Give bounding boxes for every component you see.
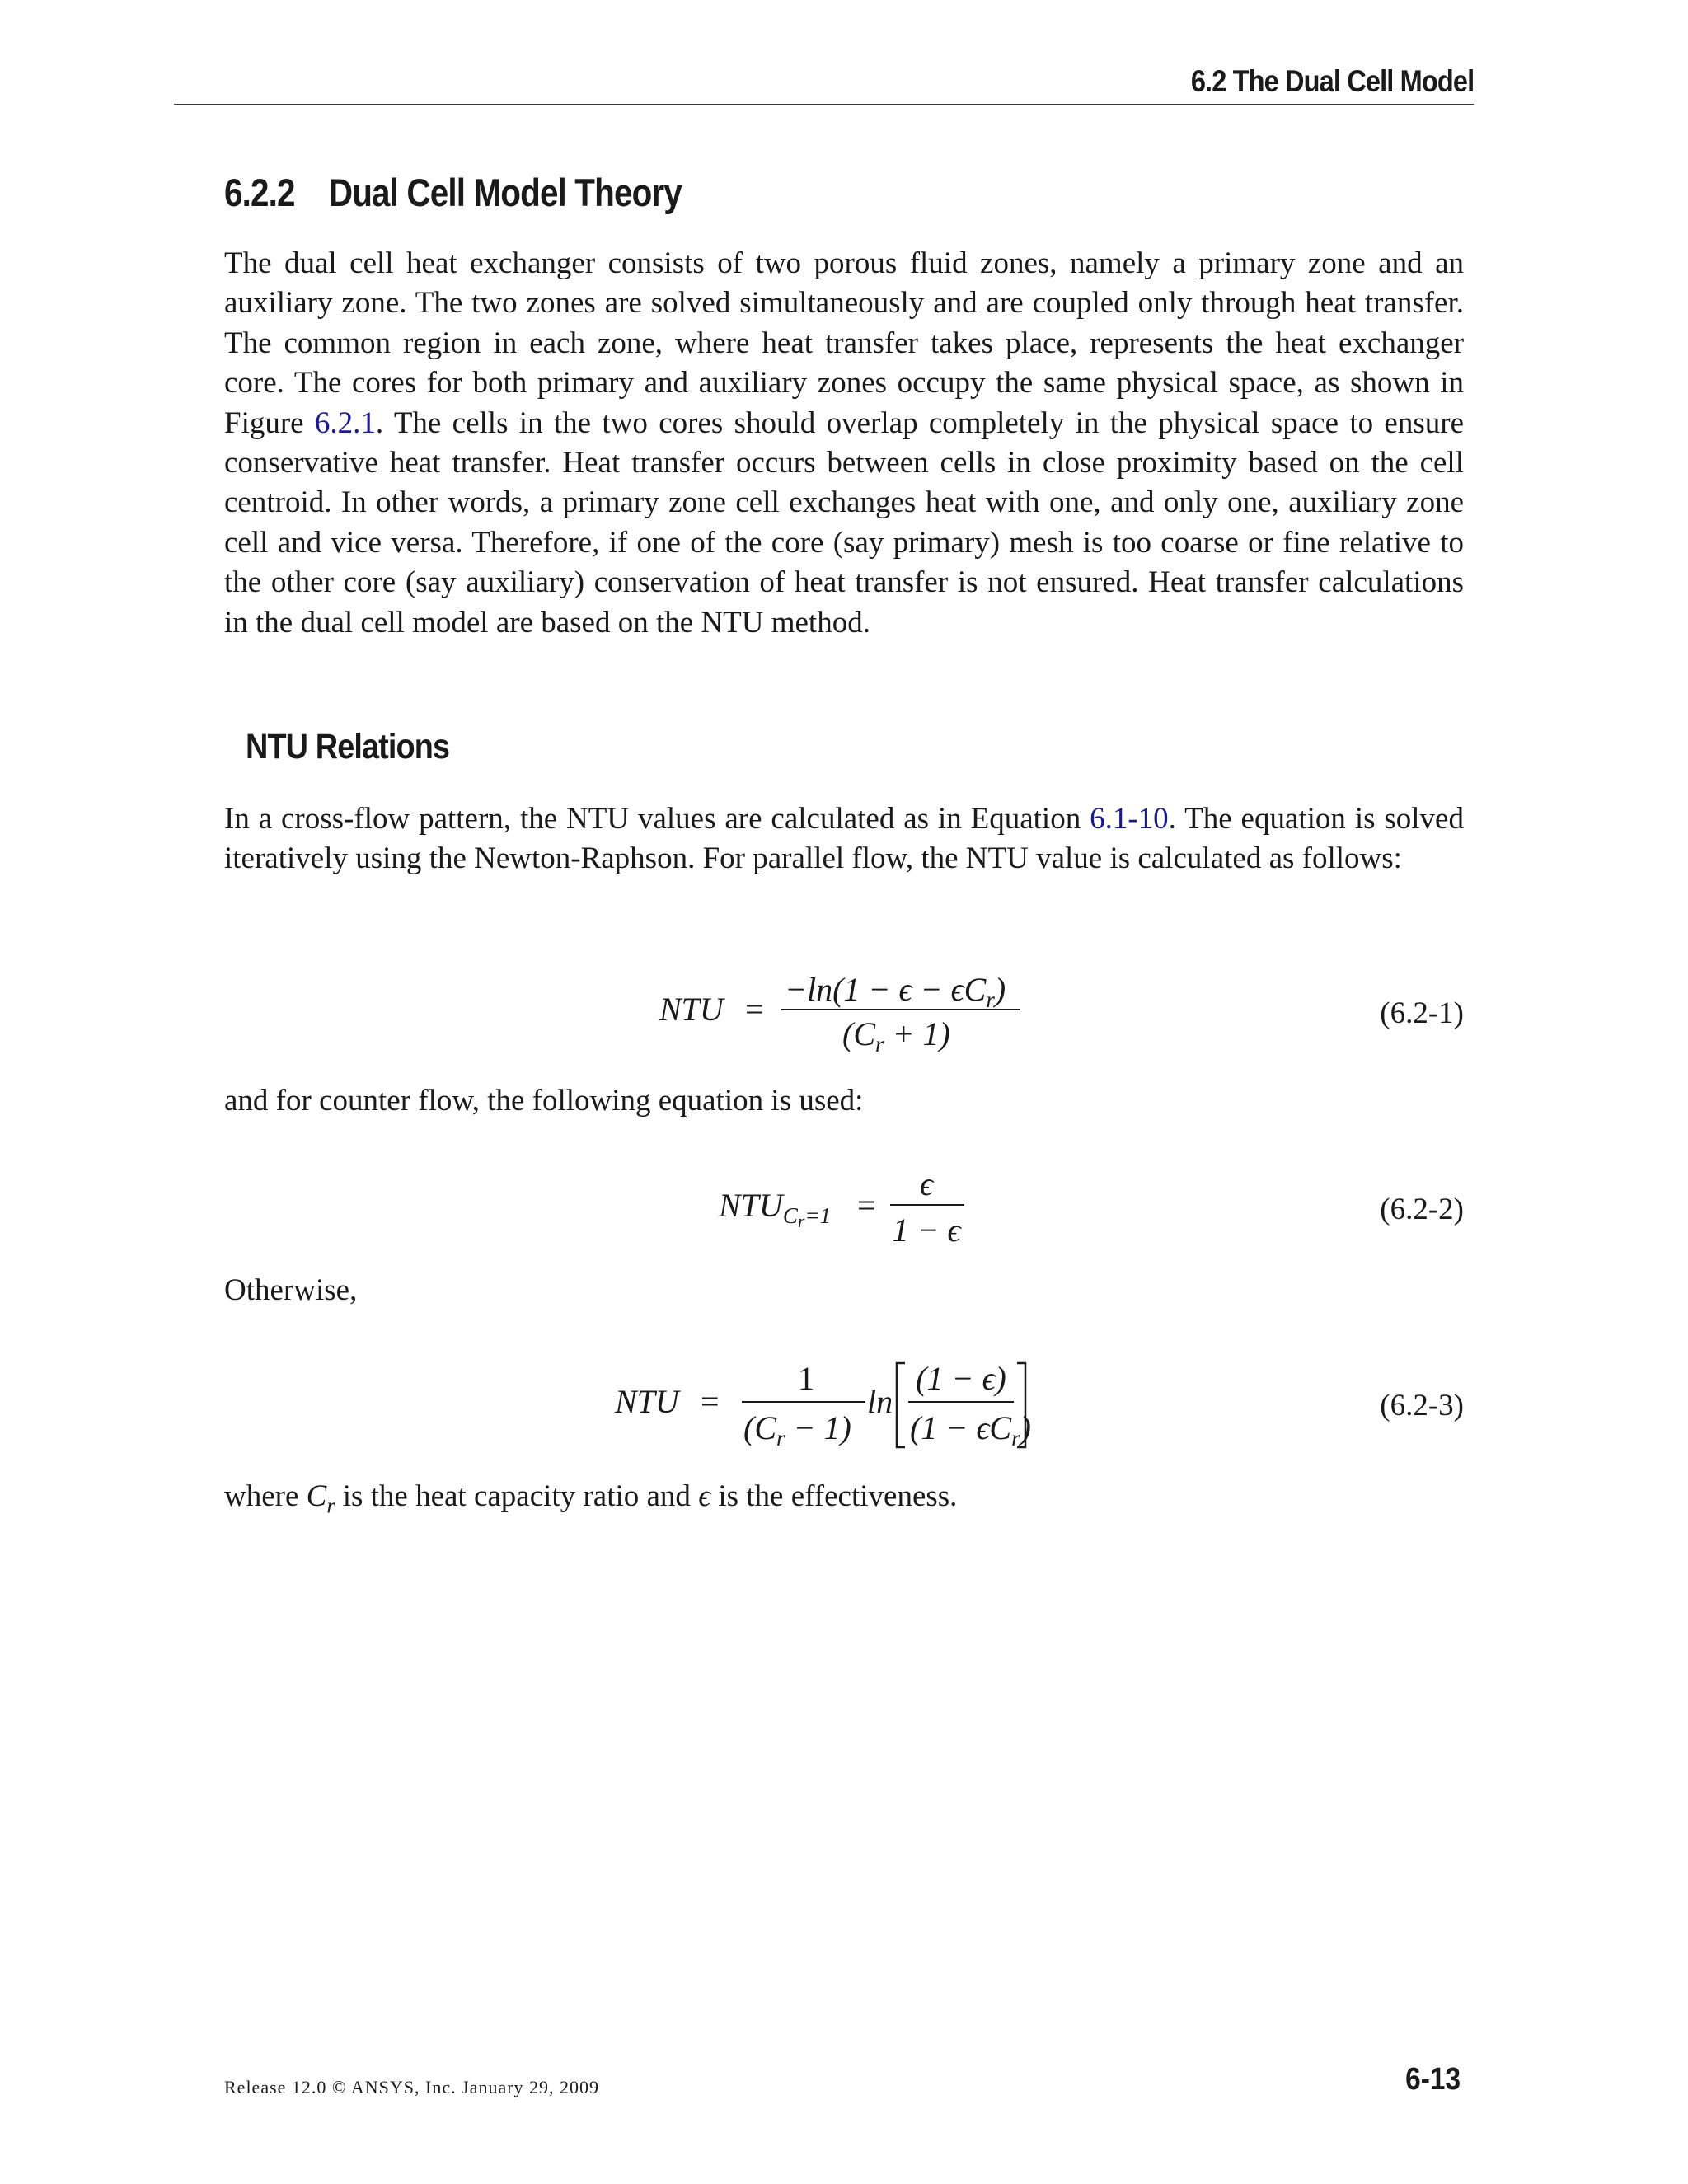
equation-6-2-1: [224, 963, 1464, 1062]
equation-6-2-3-formula: [224, 1352, 1464, 1459]
paragraph-definitions-text-a: where: [224, 1479, 307, 1513]
eq1-numerator: $-\ln(1 - \epsilon - \epsilon C_r)$: [785, 971, 1006, 1012]
eq1-number: (6.2-1): [1380, 996, 1464, 1030]
section-heading: [224, 170, 682, 215]
eq1-denominator: $(C_r + 1)$: [842, 1015, 950, 1057]
eq3-inner-numerator: (1 − ϵ): [916, 1360, 1006, 1397]
running-header-title: 6.2 The Dual Cell Model: [1190, 64, 1474, 98]
eq2-lhs: $NTU_Cr=1$: [719, 1187, 832, 1231]
eq3-numerator: 1: [798, 1360, 814, 1397]
running-header: [174, 59, 1474, 105]
paragraph-definitions-text-b: is the heat capacity ratio and: [335, 1479, 699, 1513]
paragraph-intro-text-b: . The cells in the two cores should overlap completely in the physical space to ensure conservative heat transfer. Heat transfer occurs between cells in close proximity based on the cell centroid. In other words, a primary zone cell exchanges heat with one, and only one, auxiliary zone cell and vice versa. Therefore, if one of the core (say primary) mesh is too coarse or fine relative to the other core (say auxiliary) conservation of heat transfer is not ensured. Heat transfer calculations in the dual cell model are based on the NTU method.: [224, 405, 1464, 640]
variable-cr: $C_r$: [306, 1479, 335, 1518]
eq3-equals: =: [701, 1383, 720, 1420]
equation-6-2-2-formula: [224, 1162, 1464, 1253]
section-number: 6.2.2: [224, 171, 295, 214]
eq2-equals: =: [857, 1187, 876, 1224]
paragraph-otherwise: Otherwise,: [224, 1273, 358, 1307]
section-title: Dual Cell Model Theory: [328, 171, 682, 214]
eq3-inner-denominator: $(1 - \epsilon C_r)$: [910, 1409, 1031, 1451]
paragraph-ntu-text-b: . The equation is solved iteratively using the Newton-Raphson. For parallel flow, the NTU value is calculated as follows:: [224, 802, 1464, 876]
equation-6-2-2: [224, 1162, 1464, 1253]
eq3-lhs: NTU: [615, 1383, 679, 1420]
paragraph-definitions: [224, 1477, 1464, 1526]
paragraph-ntu: [224, 799, 1464, 879]
footer-release: Release 12.0 © ANSYS, Inc. January 29, 2009: [224, 2077, 600, 2097]
equation-6-2-1-formula: [224, 963, 1464, 1062]
figure-link[interactable]: 6.2.1: [314, 405, 376, 440]
eq3-left-bracket: [897, 1363, 905, 1447]
eq3-ln: ln: [867, 1383, 893, 1420]
eq2-number: (6.2-2): [1380, 1193, 1464, 1226]
paragraph-ntu-text-a: In a cross-flow pattern, the NTU values are calculated as in Equation: [224, 802, 1090, 836]
eq2-denominator: 1 − ϵ: [892, 1212, 961, 1249]
equation-link[interactable]: 6.1-10: [1090, 802, 1169, 836]
footer-page-number: 6-13: [1405, 2062, 1461, 2097]
eq1-equals: =: [745, 991, 764, 1028]
variable-epsilon: ϵ: [698, 1479, 711, 1513]
paragraph-intro: [224, 244, 1464, 643]
equation-6-2-3: [224, 1352, 1464, 1459]
eq3-number: (6.2-3): [1380, 1389, 1464, 1422]
eq2-numerator: ϵ: [919, 1165, 934, 1202]
eq3-denominator: $(C_r - 1)$: [743, 1409, 851, 1451]
subsection-heading: NTU Relations: [246, 727, 450, 766]
paragraph-intro-text-a: The dual cell heat exchanger consists of two porous fluid zones, namely a primary zone and an auxiliary zone. The two zones are solved simultaneously and are coupled only through heat transfer. The common region in each zone, where heat transfer takes place, represents the heat exchanger core. The cores for both primary and auxiliary zones occupy the same physical space, as shown in Figure: [224, 246, 1464, 440]
eq1-lhs: NTU: [659, 991, 724, 1028]
paragraph-definitions-text-c: is the effectiveness.: [710, 1479, 958, 1513]
paragraph-counter-flow: and for counter flow, the following equation is used:: [224, 1084, 864, 1118]
